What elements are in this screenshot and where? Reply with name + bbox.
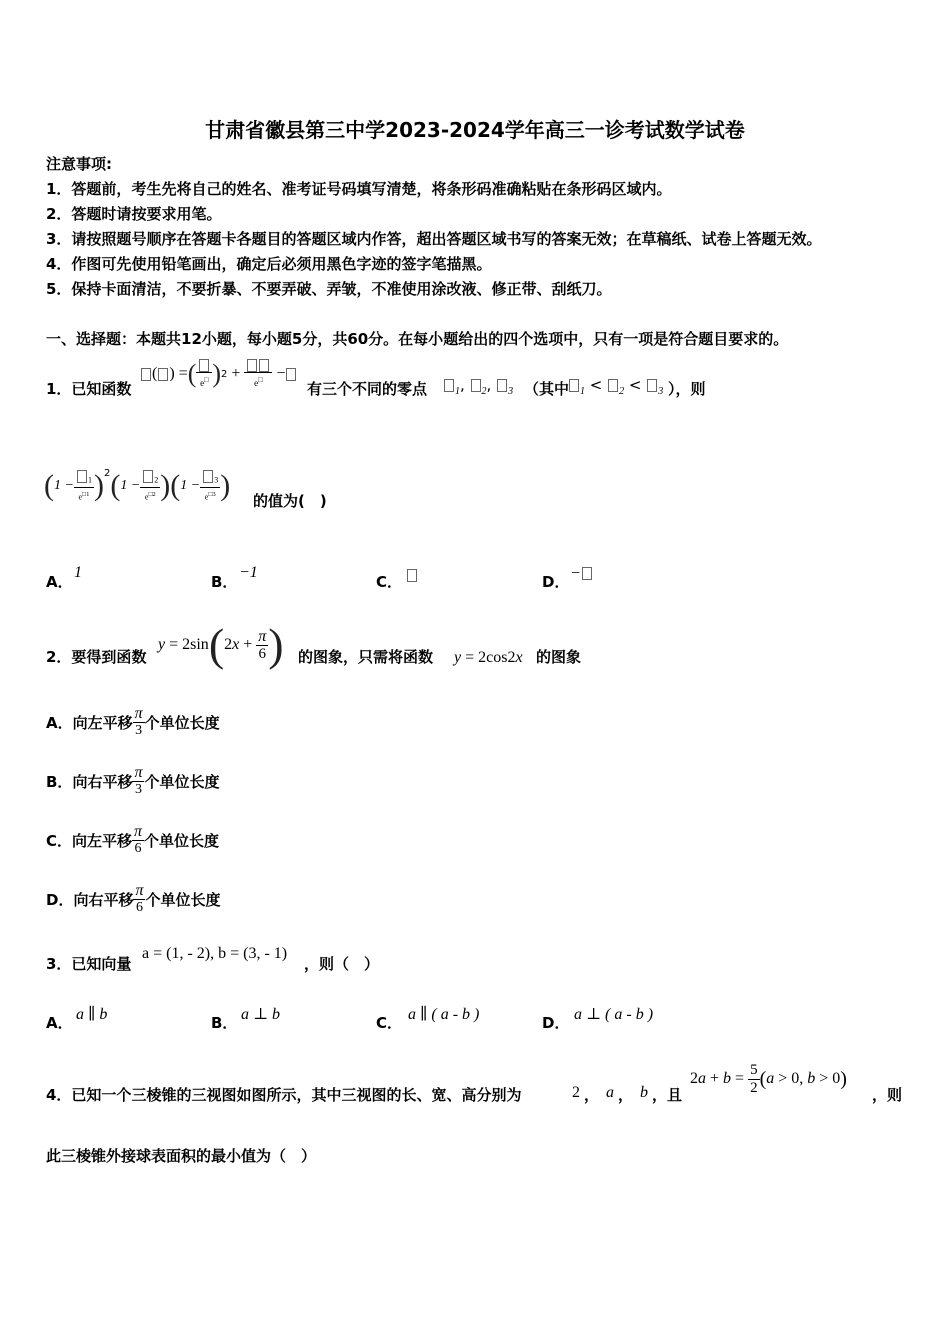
q3-option-a-value: a ∥ b [76,1006,108,1023]
q2-suffix: 的图象 [536,648,582,666]
q1-option-c-value [406,566,418,584]
q4-line2: 此三棱锥外接球表面积的最小值为（ ） [46,1147,317,1165]
q1-mid-text: 有三个不同的零点 [307,380,428,398]
notes-item-5: 5．保持卡面清洁，不要折暴、不要弄破、弄皱，不准使用涂改液、修正带、刮纸刀。 [46,280,612,298]
q3-suffix: ，则（ ） [304,955,380,973]
q1-prefix: 1．已知函数 [46,380,132,398]
q4-and: ，且 [652,1086,683,1104]
q1-function-formula: ( ) = ( e□ ) 2 + e□ − [140,356,297,392]
q1-option-d-value: − [570,564,593,583]
q2-option-d: D． 向右平移 $\frac{\pi}{6}$ 个单位长度 [46,882,221,915]
q3-option-c-label: C． [376,1014,403,1032]
q4-suffix: ，则 [872,1086,903,1104]
q2-option-c: C． 向左平移 $\frac{\pi}{6}$ 个单位长度 [46,823,220,856]
q3-option-b-value: a ⊥ b [241,1006,281,1023]
q2-option-a: A． 向左平移 $\frac{\pi}{3}$ 个单位长度 [46,705,220,738]
q4-prefix: 4．已知一个三棱锥的三视图如图所示，其中三视图的长、宽、高分别为 [46,1086,522,1104]
q1-paren-note: （其中 [524,380,570,398]
q4-length: 2 [572,1084,580,1101]
page-title: 甘肃省徽县第三中学2023-2024学年高三一诊考试数学试卷 [205,118,745,142]
q1-suffix: ），则 [668,380,706,398]
q3-prefix: 3．已知向量 [46,955,132,973]
q4-formula: 2 a + b = $\frac{5}{2}$ ( a > 0, b > 0 ) [690,1061,847,1096]
q2-formula-1: y = 2sin ( 2 x + $\frac{\pi}{6}$ ) [158,619,284,670]
q1-option-b-value: −1 [239,564,258,581]
q3-option-d-label: D． [542,1014,570,1032]
notes-item-2: 2．答题时请按要求用笔。 [46,205,222,223]
q3-option-a-label: A． [46,1014,73,1032]
q1-option-d-label: D． [542,573,570,591]
q3-option-c-value: a ∥ ( a - b ) [408,1006,480,1023]
notes-item-1: 1．答题前，考生先将自己的姓名、准考证号码填写清楚，将条形码准确粘贴在条形码区域内。 [46,180,672,198]
q1-option-c-label: C． [376,573,403,591]
q3-formula: a = (1, - 2), b = (3, - 1) [142,945,288,962]
q1-order-condition: $_1$ < $_2$ < $_3$ [568,376,663,397]
exam-page: 甘肃省徽县第三中学2023-2024学年高三一诊考试数学试卷 注意事项: 1．答题前，考生先将自己的姓名、准考证号码填写清楚，将条形码准确粘贴在条形码区域内。 2．答题时请按要求用笔。 3．请按照题号顺序在答题卡各题目的答题区域内作答，超出答题区域书写的答案无效；在草稿纸、试卷上答题无效。 4．作图可先使用铅笔画出，确定后必须用黑色字迹的签字笔描黑。 5．保持卡面清洁，不要折暴、不要弄破、弄皱，不准使用涂改液、修正带、刮纸刀。 一、选择题：本题共12小题，每小题5分，共60分。在每小题给出的四个选项中，只有一项是符合题目要求的。 1．已知函数 ( ) = ( e□ ) 2 + e□ − 有三个不同的零点 $_1$, $_2$, $_3$ （其中 $_1$ < $_2$ < $_3$ ），则 ( 1 − $\frac{_1}{e^{□1}}$ ) $^2$ ( 1 − $\frac{_2}{e^{□2}}$ ) ( 1 − $\frac{_3}{e^{□3}}$ ) 的值为( ) A． 1 B． −1 C． D． − 2．要得到函数 y = 2sin ( 2 x + $\frac{\pi}{6}$ ) 的图象，只需将函数 y = 2cos2x 的图象 A． 向左平移 $\frac{\pi}{3}$ 个单位长度 B． 向右平移 $\frac{\pi}{3}$ 个单位长度 C． 向左平移 $\frac{\pi}{6}$ 个单位长度 D． 向右平移 $\frac{\pi}{6}$ 个单位长度 3．已知向量 a = (1, - 2), b = (3, - 1) ，则（ ） A． a ∥ b B． a ⊥ b C． a ∥ ( a - b ) D． a ⊥ ( a - b ) 4．已知一个三棱锥的三视图如图所示，其中三视图的长、宽、高分别为 2 ， a ， b ，且 2 a + b = $\frac{5}{2}$ ( a > 0, b > 0 ) ，则 此三棱锥外接球表面积的最小值为（ ） [0,0,950,1344]
q1-zeros: $_1$, $_2$, $_3$ [443,376,513,397]
q3-option-b-label: B． [211,1014,238,1032]
q1-option-b-label: B． [211,573,238,591]
q1-option-a-label: A． [46,573,73,591]
q2-mid-text: 的图象，只需将函数 [298,648,434,666]
notes-heading: 注意事项: [46,155,112,173]
q1-option-a-value: 1 [74,564,82,581]
q2-option-b: B． 向右平移 $\frac{\pi}{3}$ 个单位长度 [46,764,220,797]
q1-value-text: 的值为( ) [253,492,327,510]
q2-formula-2: y = 2cos2x [454,649,523,666]
q2-prefix: 2．要得到函数 [46,648,147,666]
notes-item-4: 4．作图可先使用铅笔画出，确定后必须用黑色字迹的签字笔描黑。 [46,255,492,273]
q3-option-d-value: a ⊥ ( a - b ) [574,1006,654,1023]
q4-width: a [606,1084,614,1101]
q4-height: b [640,1084,648,1101]
notes-item-3: 3．请按照题号顺序在答题卡各题目的答题区域内作答，超出答题区域书写的答案无效；在草稿纸、试卷上答题无效。 [46,230,822,248]
q1-expression: ( 1 − $\frac{_1}{e^{□1}}$ ) $^2$ ( 1 − $\frac{_2}{e^{□2}}$ ) ( 1 − $\frac{_3}{e^{□3}}$ ) [44,468,231,502]
section-heading: 一、选择题：本题共12小题，每小题5分，共60分。在每小题给出的四个选项中，只有一项是符合题目要求的。 [46,330,789,348]
